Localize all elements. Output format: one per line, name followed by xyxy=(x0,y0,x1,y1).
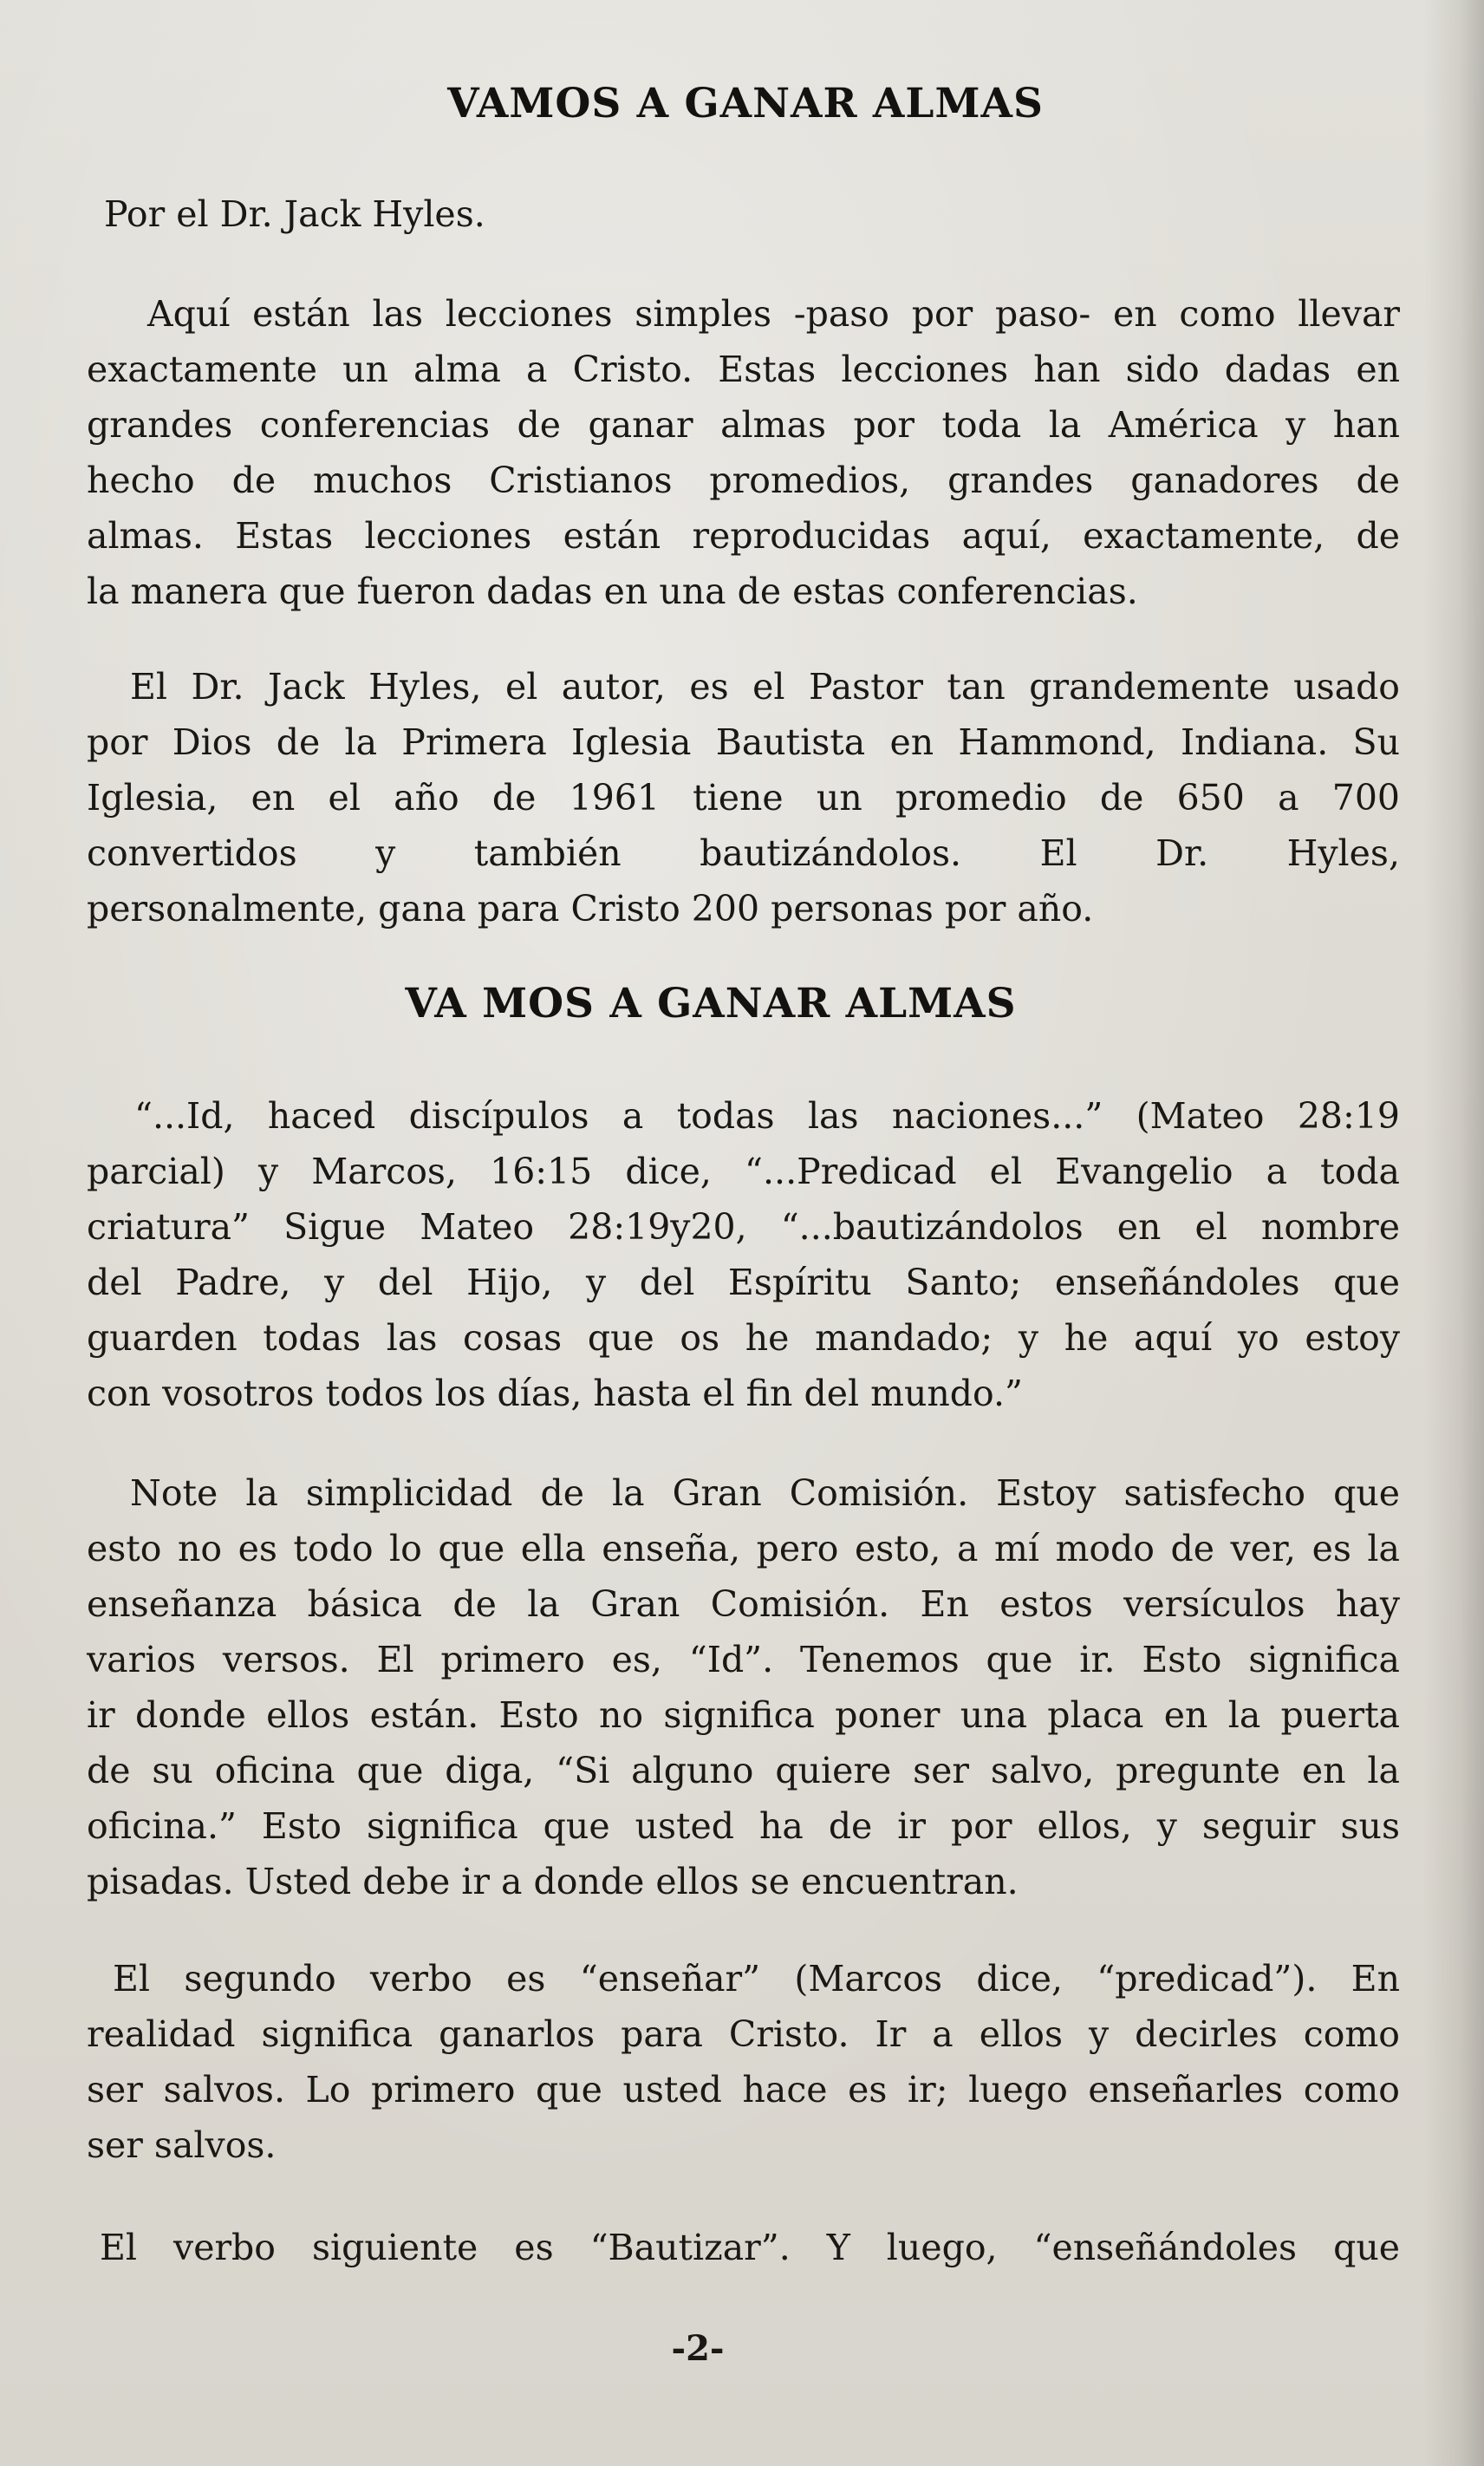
text-line: convertidos y también bautizándolos. El Dr. Hyles, xyxy=(87,832,1400,874)
text-line: parcial) y Marcos, 16:15 dice, “...Predicad el Evangelio a toda xyxy=(87,1151,1400,1192)
text-line: oficina.” Esto significa que usted ha de ir por ellos, y seguir sus xyxy=(87,1805,1400,1847)
text-line: “...Id, haced discípulos a todas las naciones...” (Mateo 28:19 xyxy=(134,1095,1400,1137)
text-line: con vosotros todos los días, hasta el fin del mundo.” xyxy=(87,1373,1024,1414)
page-title: VAMOS A GANAR ALMAS xyxy=(447,80,1044,127)
commission-paragraph xyxy=(87,1465,1400,1909)
text-line: grandes conferencias de ganar almas por toda la América y han xyxy=(87,404,1400,446)
text-line: almas. Estas lecciones están reproducidas aquí, exactamente, de xyxy=(87,515,1400,557)
second-verb-paragraph xyxy=(87,1951,1400,2173)
text-line: personalmente, gana para Cristo 200 personas por año. xyxy=(87,888,1094,930)
text-line: ser salvos. Lo primero que usted hace es ir; luego enseñarles como xyxy=(87,2069,1400,2110)
text-line: varios versos. El primero es, “Id”. Tenemos que ir. Esto significa xyxy=(87,1639,1400,1680)
text-line: enseñanza básica de la Gran Comisión. En estos versículos hay xyxy=(87,1583,1400,1625)
next-verb-paragraph xyxy=(87,2220,1400,2275)
text-line: El verbo siguiente es “Bautizar”. Y luego, “enseñándoles que xyxy=(100,2227,1400,2268)
text-line: El Dr. Jack Hyles, el autor, es el Pastor tan grandemente usado xyxy=(130,666,1400,708)
text-line: realidad significa ganarlos para Cristo. Ir a ellos y decirles como xyxy=(87,2013,1400,2055)
text-line: Note la simplicidad de la Gran Comisión. Estoy satisfecho que xyxy=(130,1472,1400,1514)
page-number: -2- xyxy=(671,2328,725,2369)
text-line: Aquí están las lecciones simples -paso por paso- en como llevar xyxy=(147,293,1400,335)
text-line: criatura” Sigue Mateo 28:19y20, “...bautizándolos en el nombre xyxy=(87,1206,1400,1248)
text-line: ir donde ellos están. Esto no significa poner una placa en la puerta xyxy=(87,1694,1400,1736)
text-line: hecho de muchos Cristianos promedios, grandes ganadores de xyxy=(87,460,1400,501)
text-line: exactamente un alma a Cristo. Estas lecciones han sido dadas en xyxy=(87,349,1400,390)
intro-paragraph xyxy=(87,286,1400,619)
text-line: El segundo verbo es “enseñar” (Marcos dice, “predicad”). En xyxy=(113,1958,1400,2000)
author-paragraph xyxy=(87,659,1400,936)
byline: Por el Dr. Jack Hyles. xyxy=(104,193,485,235)
text-line: ser salvos. xyxy=(87,2124,277,2166)
text-line: pisadas. Usted debe ir a donde ellos se encuentran. xyxy=(87,1861,1019,1902)
scripture-paragraph xyxy=(87,1088,1400,1421)
text-line: Iglesia, en el año de 1961 tiene un promedio de 650 a 700 xyxy=(87,777,1400,819)
text-line: por Dios de la Primera Iglesia Bautista en Hammond, Indiana. Su xyxy=(87,721,1400,763)
section-title: VA MOS A GANAR ALMAS xyxy=(405,980,1017,1028)
text-line: guarden todas las cosas que os he mandado; y he aquí yo estoy xyxy=(87,1317,1400,1359)
text-line: del Padre, y del Hijo, y del Espíritu Santo; enseñándoles que xyxy=(87,1262,1400,1303)
text-line: la manera que fueron dadas en una de estas conferencias. xyxy=(87,571,1138,612)
text-line: de su oficina que diga, “Si alguno quiere ser salvo, pregunte en la xyxy=(87,1750,1400,1791)
text-line: esto no es todo lo que ella enseña, pero esto, a mí modo de ver, es la xyxy=(87,1528,1400,1569)
page-gutter-shadow xyxy=(1423,0,1484,2466)
